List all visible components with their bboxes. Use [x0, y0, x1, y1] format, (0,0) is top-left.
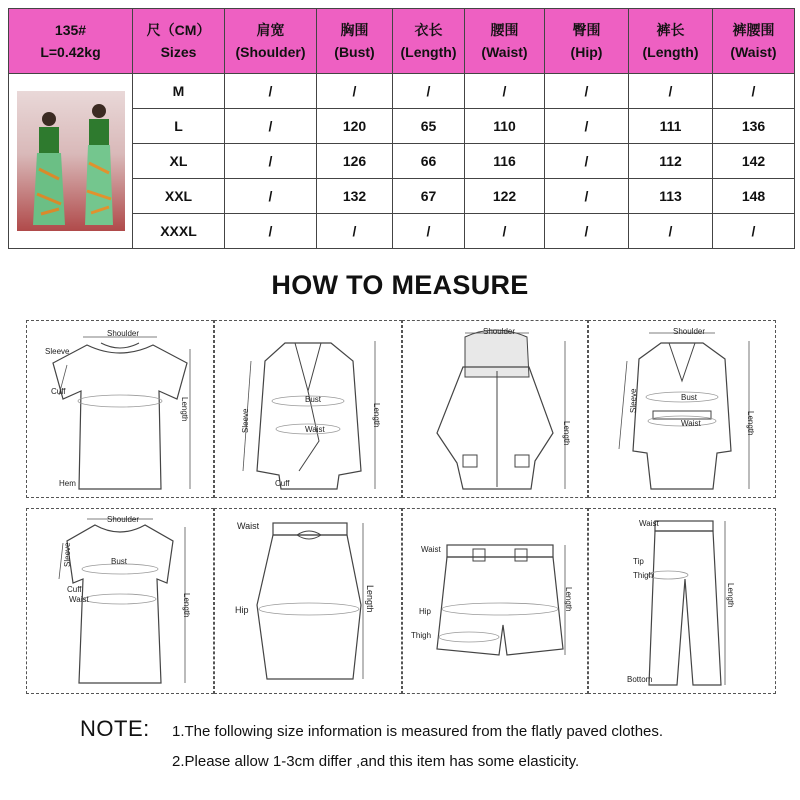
length-label: Length [180, 397, 189, 422]
pants-diagram-panel [588, 508, 776, 694]
note-line-1: 1.The following size information is measured from the flatly paved clothes. [172, 723, 664, 740]
hip-label: Hip [235, 605, 249, 615]
table-cell: / [629, 74, 713, 109]
dress-diagram-panel [26, 508, 214, 694]
table-cell: 110 [465, 109, 545, 144]
length-label: Length [746, 411, 755, 436]
table-cell: XXL [133, 179, 225, 214]
sleeve-label: Sleeve [45, 347, 70, 356]
length-label: Length [726, 583, 735, 608]
table-cell: / [545, 144, 629, 179]
table-cell: / [713, 74, 795, 109]
table-cell: / [465, 214, 545, 249]
table-cell: / [225, 144, 317, 179]
length-label: Length [182, 593, 191, 618]
table-cell: 116 [465, 144, 545, 179]
table-cell: / [393, 74, 465, 109]
table-cell: / [545, 179, 629, 214]
skirt-diagram-panel [214, 508, 402, 694]
table-cell: 65 [393, 109, 465, 144]
tip-label: Tip [633, 557, 644, 566]
coat-diagram-panel [588, 320, 776, 498]
table-cell: / [225, 74, 317, 109]
size-chart-table [8, 8, 795, 249]
product-weight: L=0.42kg [40, 44, 101, 60]
table-cell: / [393, 214, 465, 249]
table-cell: / [225, 214, 317, 249]
waist-label: Waist [305, 425, 325, 434]
table-cell: / [317, 214, 393, 249]
hip-label: Hip [419, 607, 432, 616]
length-label: Length [564, 587, 573, 612]
table-cell: / [225, 179, 317, 214]
model-figure-left [29, 109, 69, 227]
table-cell: XL [133, 144, 225, 179]
column-header-hip: 臀围 (Hip) [545, 9, 629, 74]
bust-label: Bust [305, 395, 322, 404]
shoulder-label: Shoulder [673, 327, 706, 336]
shoulder-label: Shoulder [107, 515, 140, 524]
table-cell: 67 [393, 179, 465, 214]
bottom-label: Bottom [627, 675, 653, 684]
table-cell: / [317, 74, 393, 109]
hem-label: Hem [59, 479, 76, 488]
sleeve-label: Sleeve [629, 388, 638, 413]
table-cell: 132 [317, 179, 393, 214]
model-figure-right [79, 101, 119, 227]
pants-drawing [589, 509, 775, 693]
product-photo [17, 91, 125, 231]
product-code: 135# [54, 22, 87, 38]
table-cell: / [465, 74, 545, 109]
waist-label: Waist [681, 419, 701, 428]
bust-label: Bust [111, 557, 128, 566]
how-to-measure-title: HOW TO MEASURE [271, 270, 529, 300]
blazer-diagram-panel [214, 320, 402, 498]
length-label: Length [372, 403, 381, 428]
length-label: Length [562, 421, 571, 446]
waist-label: Waist [421, 545, 441, 554]
bust-label: Bust [681, 393, 698, 402]
thigh-label: Thigh [411, 631, 432, 640]
table-cell: / [225, 109, 317, 144]
length-label: Length [365, 585, 375, 613]
parka-drawing [403, 321, 587, 497]
thigh-label: Thigh [633, 571, 654, 580]
table-cell: 66 [393, 144, 465, 179]
table-cell: XXXL [133, 214, 225, 249]
table-cell: 112 [629, 144, 713, 179]
table-cell: 126 [317, 144, 393, 179]
table-header-row [9, 9, 795, 74]
column-header-shoulder: 肩宽 (Shoulder) [225, 9, 317, 74]
product-info-header [9, 9, 133, 74]
column-header-bust: 胸围 (Bust) [317, 9, 393, 74]
table-cell: 136 [713, 109, 795, 144]
table-row [9, 74, 795, 109]
column-header-pants-waist: 裤腰围 (Waist) [713, 9, 795, 74]
table-cell: 142 [713, 144, 795, 179]
shorts-drawing [403, 509, 587, 693]
table-cell: / [545, 109, 629, 144]
table-cell: 113 [629, 179, 713, 214]
cuff-label: Cuff [67, 585, 82, 594]
shoulder-label: Shoulder [483, 327, 516, 336]
column-header-sizes: 尺（CM） Sizes [133, 9, 225, 74]
note-line-2: 2.Please allow 1-3cm differ ,and this item has some elasticity. [172, 753, 580, 770]
table-cell: 122 [465, 179, 545, 214]
sleeve-label: Sleeve [241, 408, 250, 433]
column-header-waist: 腰围 (Waist) [465, 9, 545, 74]
parka-diagram-panel [402, 320, 588, 498]
table-cell: 120 [317, 109, 393, 144]
product-photo-cell [9, 74, 133, 249]
table-cell: / [545, 74, 629, 109]
tshirt-diagram-panel [26, 320, 214, 498]
table-cell: / [545, 214, 629, 249]
waist-label: Waist [69, 595, 89, 604]
cuff-label: Cuff [51, 387, 66, 396]
table-cell: 148 [713, 179, 795, 214]
table-cell: L [133, 109, 225, 144]
waist-label: Waist [237, 521, 260, 531]
column-header-length: 衣长 (Length) [393, 9, 465, 74]
waist-label: Waist [639, 519, 659, 528]
cuff-label: Cuff [275, 479, 290, 488]
note-label: NOTE: [80, 716, 150, 741]
shoulder-label: Shoulder [107, 329, 140, 338]
coat-drawing [589, 321, 775, 497]
table-cell: M [133, 74, 225, 109]
sleeve-label: Sleeve [63, 542, 72, 567]
column-header-pants-length: 裤长 (Length) [629, 9, 713, 74]
table-cell: 111 [629, 109, 713, 144]
shorts-diagram-panel [402, 508, 588, 694]
table-cell: / [629, 214, 713, 249]
table-cell: / [713, 214, 795, 249]
